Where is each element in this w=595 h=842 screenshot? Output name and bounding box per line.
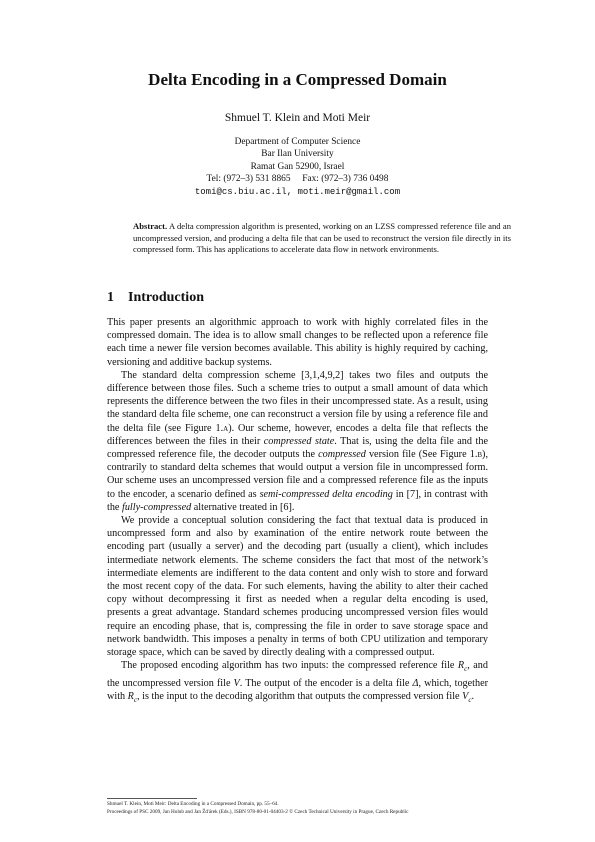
footer-citation: Shmuel T. Klein, Moti Meir: Delta Encoding in a Compressed Domain, pp. 55–64. <box>107 801 279 807</box>
section-title: Introduction <box>128 290 204 305</box>
paragraph: We provide a conceptual solution considering the fact that textual data is produced in uncompressed form and also by examination of the entire network route between the encoding part (usually a server) and the decoding part (usually a client), which includes intermediate network elements. The scheme considers the fact that most of the network’s intermediate elements are indifferent to the data content and only wish to store and forward the most recent copy of the data. For such elements, having the ability to alter their cached copy without decompressing it first as needed when a regular delta encoding is used, presents a great advantage. Standard schemes producing uncompressed version files would require an encoding phase, that is, compressing the file in order to save storage space and network bandwidth. This imposes a penalty in terms of both CPU utilization and temporary storage space, which can be saved by directly dealing with a compressed output. <box>107 515 488 659</box>
paragraph: This paper presents an algorithmic approach to work with highly correlated files in the compressed domain. The idea is to allow small changes to be reflected upon a reference file each time a newer file version becomes available. This ability is highly required by caching, versioning and additive backup systems. <box>107 317 488 368</box>
affiliation-emails: tomi@cs.biu.ac.il, moti.meir@gmail.com <box>194 186 401 197</box>
affiliation-university: Bar Ilan University <box>261 149 334 160</box>
footer-rule <box>107 798 197 799</box>
section-number: 1 <box>107 290 114 305</box>
affiliation-department: Department of Computer Science <box>234 137 361 147</box>
affiliation-block <box>0 136 595 198</box>
affiliation-phone: Tel: (972–3) 531 8865 Fax: (972–3) 736 0498 <box>206 174 389 185</box>
abstract-label: Abstract. <box>133 221 168 231</box>
abstract-text: A delta compression algorithm is presented, working on an LZSS compressed reference file and an uncompressed version, and producing a delta file that can be used to reconstruct the version file directly in its compressed form. This has applications to accelerate data flow in network environments. <box>133 221 511 255</box>
section-heading <box>107 290 204 306</box>
abstract <box>133 221 511 256</box>
paragraph: The standard delta compression scheme [3,1,4,9,2] takes two files and outputs the difference between those files. Such a scheme tries to output a small amount of data which represents the difference between the two files in their uncompressed state. As a result, using the standard delta file scheme, one can reconstruct a version file by using a reference file and the delta file (see Figure 1.a). Our scheme, however, encodes a delta file that reflects the differences between the files in their compressed state. That is, using the delta file and the compressed reference file, the decoder outputs the compressed version file (See Figure 1.b), contrarily to standard delta schemes that would output a version file in uncompressed form. Our scheme uses an uncompressed version file and a compressed reference file as the inputs to the encoder, a scenario defined as semi-compressed delta encoding in [7], in contrast with the fully-compressed alternative treated in [6]. <box>107 369 489 513</box>
paper-title: Delta Encoding in a Compressed Domain <box>148 70 447 89</box>
affiliation-city: Ramat Gan 52900, Israel <box>250 161 345 172</box>
footer-proceedings: Proceedings of PSC 2009, Jan Holub and Jan Žďárek (Eds.), ISBN 978-80-01-04403-2 © Czech Technical University in Prague, Czech Republic <box>107 808 409 815</box>
paper-authors: Shmuel T. Klein and Moti Meir <box>224 112 371 124</box>
page-footer <box>107 801 507 817</box>
paragraph: The proposed encoding algorithm has two inputs: the compressed reference file $R_c$, and the uncompressed version file V. The output of the encoder is a delta file Δ, which, together with $R_c$, is the input to the decoding algorithm that outputs the compressed version file $V_c$. <box>107 660 488 704</box>
body-text <box>107 316 488 707</box>
